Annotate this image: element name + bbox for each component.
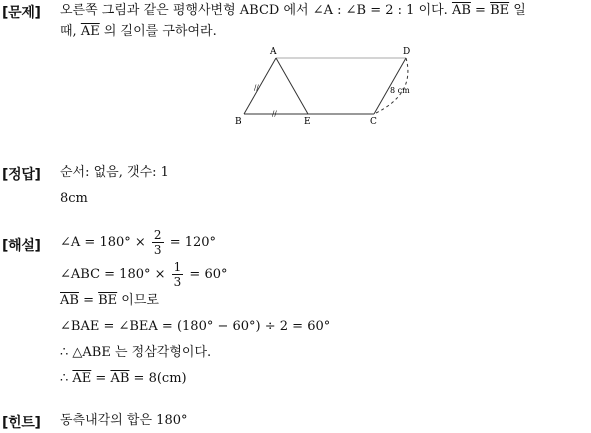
problem-text-1: 오른쪽 그림과 같은 평행사변형 ABCD 에서 ∠A : ∠B = 2 : 1 이다. [60, 3, 452, 18]
segment-ab: $\overline{AB}$ [451, 3, 471, 18]
fraction-denominator: 3 [173, 275, 182, 289]
equals-sign: = [91, 371, 111, 386]
answer-line-1: 순서: 없음, 갯수: 1 [60, 165, 169, 180]
answer-label: [정답] [2, 167, 41, 183]
segment-ab: $\overline{AB}$ [60, 293, 79, 308]
explanation-line-6 [60, 370, 187, 388]
segment-ae: $\overline{AE}$ [80, 24, 100, 39]
problem-label: [문제] [2, 5, 41, 21]
problem-line-1 [60, 2, 526, 20]
equals-sign: = [78, 293, 99, 308]
explanation-1-tail: = 120° [165, 235, 217, 250]
fraction-numerator: 1 [173, 260, 182, 274]
explanation-1-head: ∠A = 180° × [60, 235, 150, 250]
hint-text: 동측내각의 합은 180° [60, 413, 188, 428]
explanation-line-5: ∴ △ABE 는 정삼각형이다. [60, 345, 212, 360]
therefore-symbol: ∴ [60, 371, 73, 386]
answer-value: 8cm [60, 191, 88, 206]
hint-label: [힌트] [2, 415, 41, 431]
tick-mark-ab: // [254, 84, 259, 92]
problem-line-2 [60, 23, 217, 41]
explanation-3-tail: 이므로 [117, 293, 159, 308]
explanation-2-tail: = 60° [185, 267, 228, 282]
fraction-one-third [172, 260, 184, 289]
explanation-line-4: ∠BAE = ∠BEA = (180° − 60°) ÷ 2 = 60° [60, 319, 331, 334]
length-label: 8 cm [390, 86, 410, 95]
explanation-6-tail: = 8(cm) [129, 371, 187, 386]
segment-be: $\overline{BE}$ [490, 3, 510, 18]
explanation-line-2 [60, 259, 228, 291]
vertex-b-label: B [235, 117, 242, 127]
fraction-two-thirds [152, 228, 164, 257]
segment-ab: $\overline{AB}$ [110, 371, 130, 386]
fraction-numerator: 2 [153, 228, 162, 242]
point-e-label: E [304, 117, 311, 127]
segment-ae: $\overline{AE}$ [72, 371, 92, 386]
explanation-2-head: ∠ABC = 180° × [60, 267, 170, 282]
vertex-d-label: D [403, 47, 411, 57]
problem-text-2-tail: 의 길이를 구하여라. [99, 24, 217, 39]
problem-text-2-head: 때, [60, 24, 81, 39]
explanation-line-3 [60, 292, 159, 310]
side-ab [244, 58, 276, 114]
explanation-line-1 [60, 227, 216, 259]
segment-ae-line [276, 58, 308, 114]
parallelogram-figure [230, 44, 430, 130]
problem-text-1-tail: 일 [509, 3, 526, 18]
equals-sign: = [470, 3, 491, 18]
segment-be: $\overline{BE}$ [98, 293, 118, 308]
fraction-denominator: 3 [153, 243, 162, 257]
tick-mark-be: // [272, 110, 277, 118]
vertex-c-label: C [370, 117, 377, 127]
vertex-a-label: A [270, 47, 277, 57]
explanation-label: [해설] [2, 238, 41, 254]
